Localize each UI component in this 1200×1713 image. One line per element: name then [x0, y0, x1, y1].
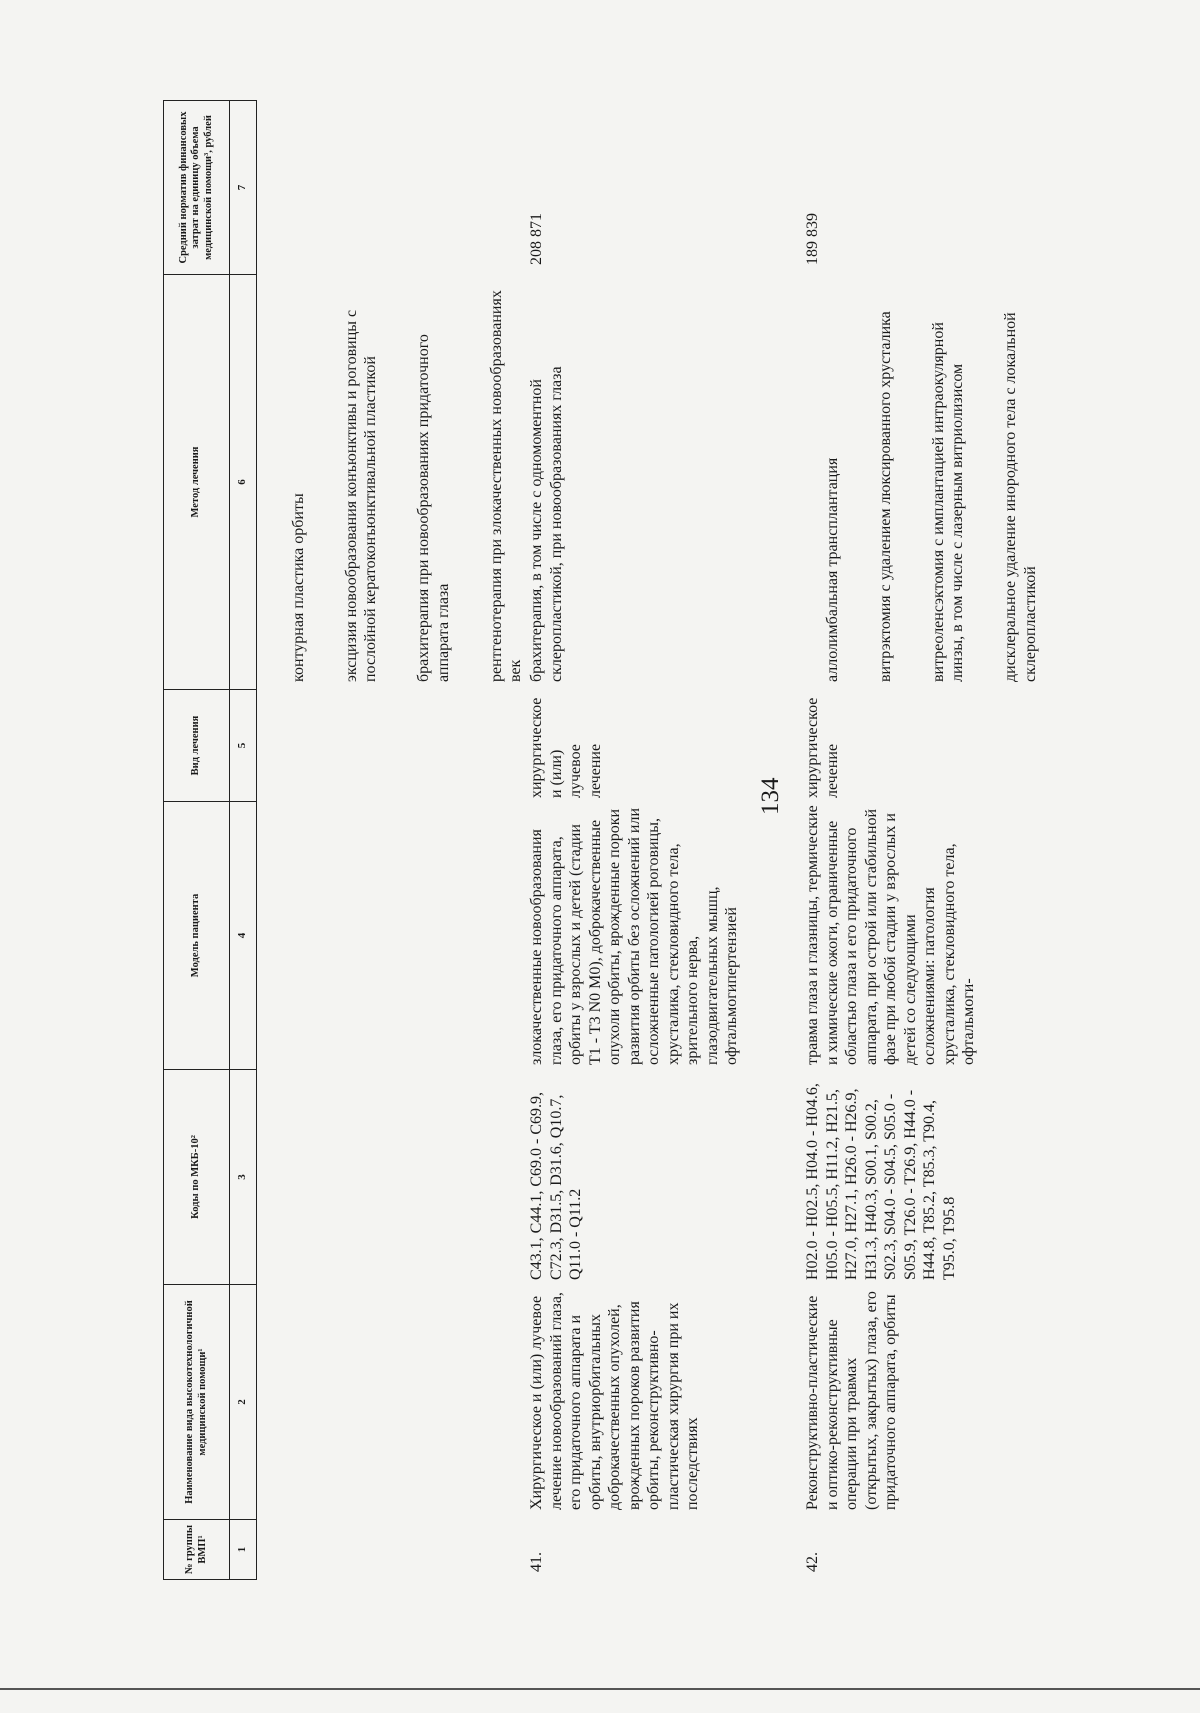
- header-treatment-type: Вид лечения: [164, 690, 229, 802]
- continuation-methods: [269, 287, 545, 682]
- patient-model: злокачественные новообразования глаза, его придаточного аппарата, орбиты у взрослых и детей (стадии T1 - T3 N0 M0), доброкачественные опухоли орбиты, врожденные пороки развития орбиты без осложнений или осложненные патологией роговицы, хрусталика, стекловидного тела, зрительного нерва, глазодвигательных мышц, офтальмогипертензией: [528, 807, 741, 1065]
- column-number: 6: [228, 275, 256, 690]
- group-number: 42.: [804, 1552, 821, 1572]
- cost-value: 189 839: [804, 213, 821, 265]
- column-number: 2: [228, 1285, 256, 1520]
- column-numbers-row: [228, 100, 257, 1580]
- vmp-name: Реконструктивно-пластические и оптико-реконструктивные операции при травмах (открытых, закрытых) глаза, его придаточного аппарата, орбиты: [804, 1291, 900, 1510]
- method-item: эксцизия новообразования конъюнктивы и роговицы с послойной кератоконъюнктивальной пластикой: [342, 309, 380, 682]
- group-number: 41.: [528, 1552, 545, 1572]
- page-number: 134: [757, 777, 784, 815]
- treatment-methods: [803, 287, 1060, 682]
- method-item: рентгенотерапия при злокачественных новообразованиях век: [487, 290, 525, 682]
- table-sheet: [163, 100, 1163, 1580]
- patient-model: травма глаза и глазницы, термические и химические ожоги, ограниченные областью глаза и его придаточного аппарата, при острой или стабильной фазе при любой стадии у взрослых и детей со следующими осложнениями: патология хрусталика, стекловидного тела, офтальмоги-: [804, 805, 978, 1065]
- vmp-name: Хирургическое и (или) лучевое лечение новообразований глаза, его придаточного аппарата и орбиты, внутриорбитальных доброкачественных опухолей, врожденных пороков развития орбиты, реконструктивно-пластическая хирургия при их последствиях: [528, 1292, 702, 1510]
- column-number: 4: [228, 802, 256, 1070]
- column-number: 5: [228, 690, 256, 802]
- header-treatment-method: Метод лечения: [164, 275, 229, 690]
- icd-codes: H02.0 - H02.5, H04.0 - H04.6, H05.0 - H05.5, H11.2, H21.5, H27.0, H27.1, H26.0 - H26.9, H31.3, H40.3, S00.1, S00.2, S02.3, S04.0 - S04.5, S05.0 - S05.9, T26.0 - T26.9, H44.0 - H44.8, T85.2, T85.3, T90.4, T95.0, T95.8: [804, 1083, 958, 1280]
- header-icd-codes: Коды по МКБ-10²: [164, 1070, 229, 1285]
- column-number: 1: [228, 1520, 256, 1580]
- method-item: брахитерапия при новообразованиях придаточного аппарата глаза: [415, 334, 452, 682]
- cost-value: 208 871: [528, 213, 545, 265]
- treatment-type: хирургическое и (или) лучевое лечение: [528, 697, 604, 798]
- treatment-type: хирургическое лечение: [804, 697, 841, 798]
- icd-codes: C43.1, C44.1, C69.0 - C69.9, C72.3, D31.5, D31.6, Q10.7, Q11.0 - Q11.2: [528, 1091, 585, 1280]
- method-item: контурная пластика орбиты: [289, 493, 307, 682]
- method-item: дисклеральное удаление инородного тела с локальной склеропластикой: [1002, 312, 1039, 682]
- treatment-method: брахитерапия, в том числе с одномоментной склеропластикой, при новообразованиях глаза: [528, 366, 565, 682]
- header-patient-model: Модель пациента: [164, 802, 229, 1070]
- table-header: [163, 100, 230, 1580]
- method-item: витреоленсэктомия с имплантацией интраокулярной линзы, в том числе с лазерным витриолизисом: [929, 322, 967, 682]
- header-cost: Средний норматив финансовых затрат на единицу объема медицинской помощи³, рублей: [164, 100, 229, 275]
- method-item: аллолимбальная трансплантация: [823, 457, 841, 682]
- column-number: 3: [228, 1070, 256, 1285]
- header-vmp-name: Наименование вида высокотехнологичной медицинской помощи¹: [164, 1285, 229, 1520]
- scan-edge-line: [0, 1688, 1200, 1690]
- header-group-number: № группы ВМП¹: [164, 1520, 229, 1580]
- column-number: 7: [228, 100, 256, 275]
- method-item: витрэктомия с удалением люксированного хрусталика: [876, 311, 894, 682]
